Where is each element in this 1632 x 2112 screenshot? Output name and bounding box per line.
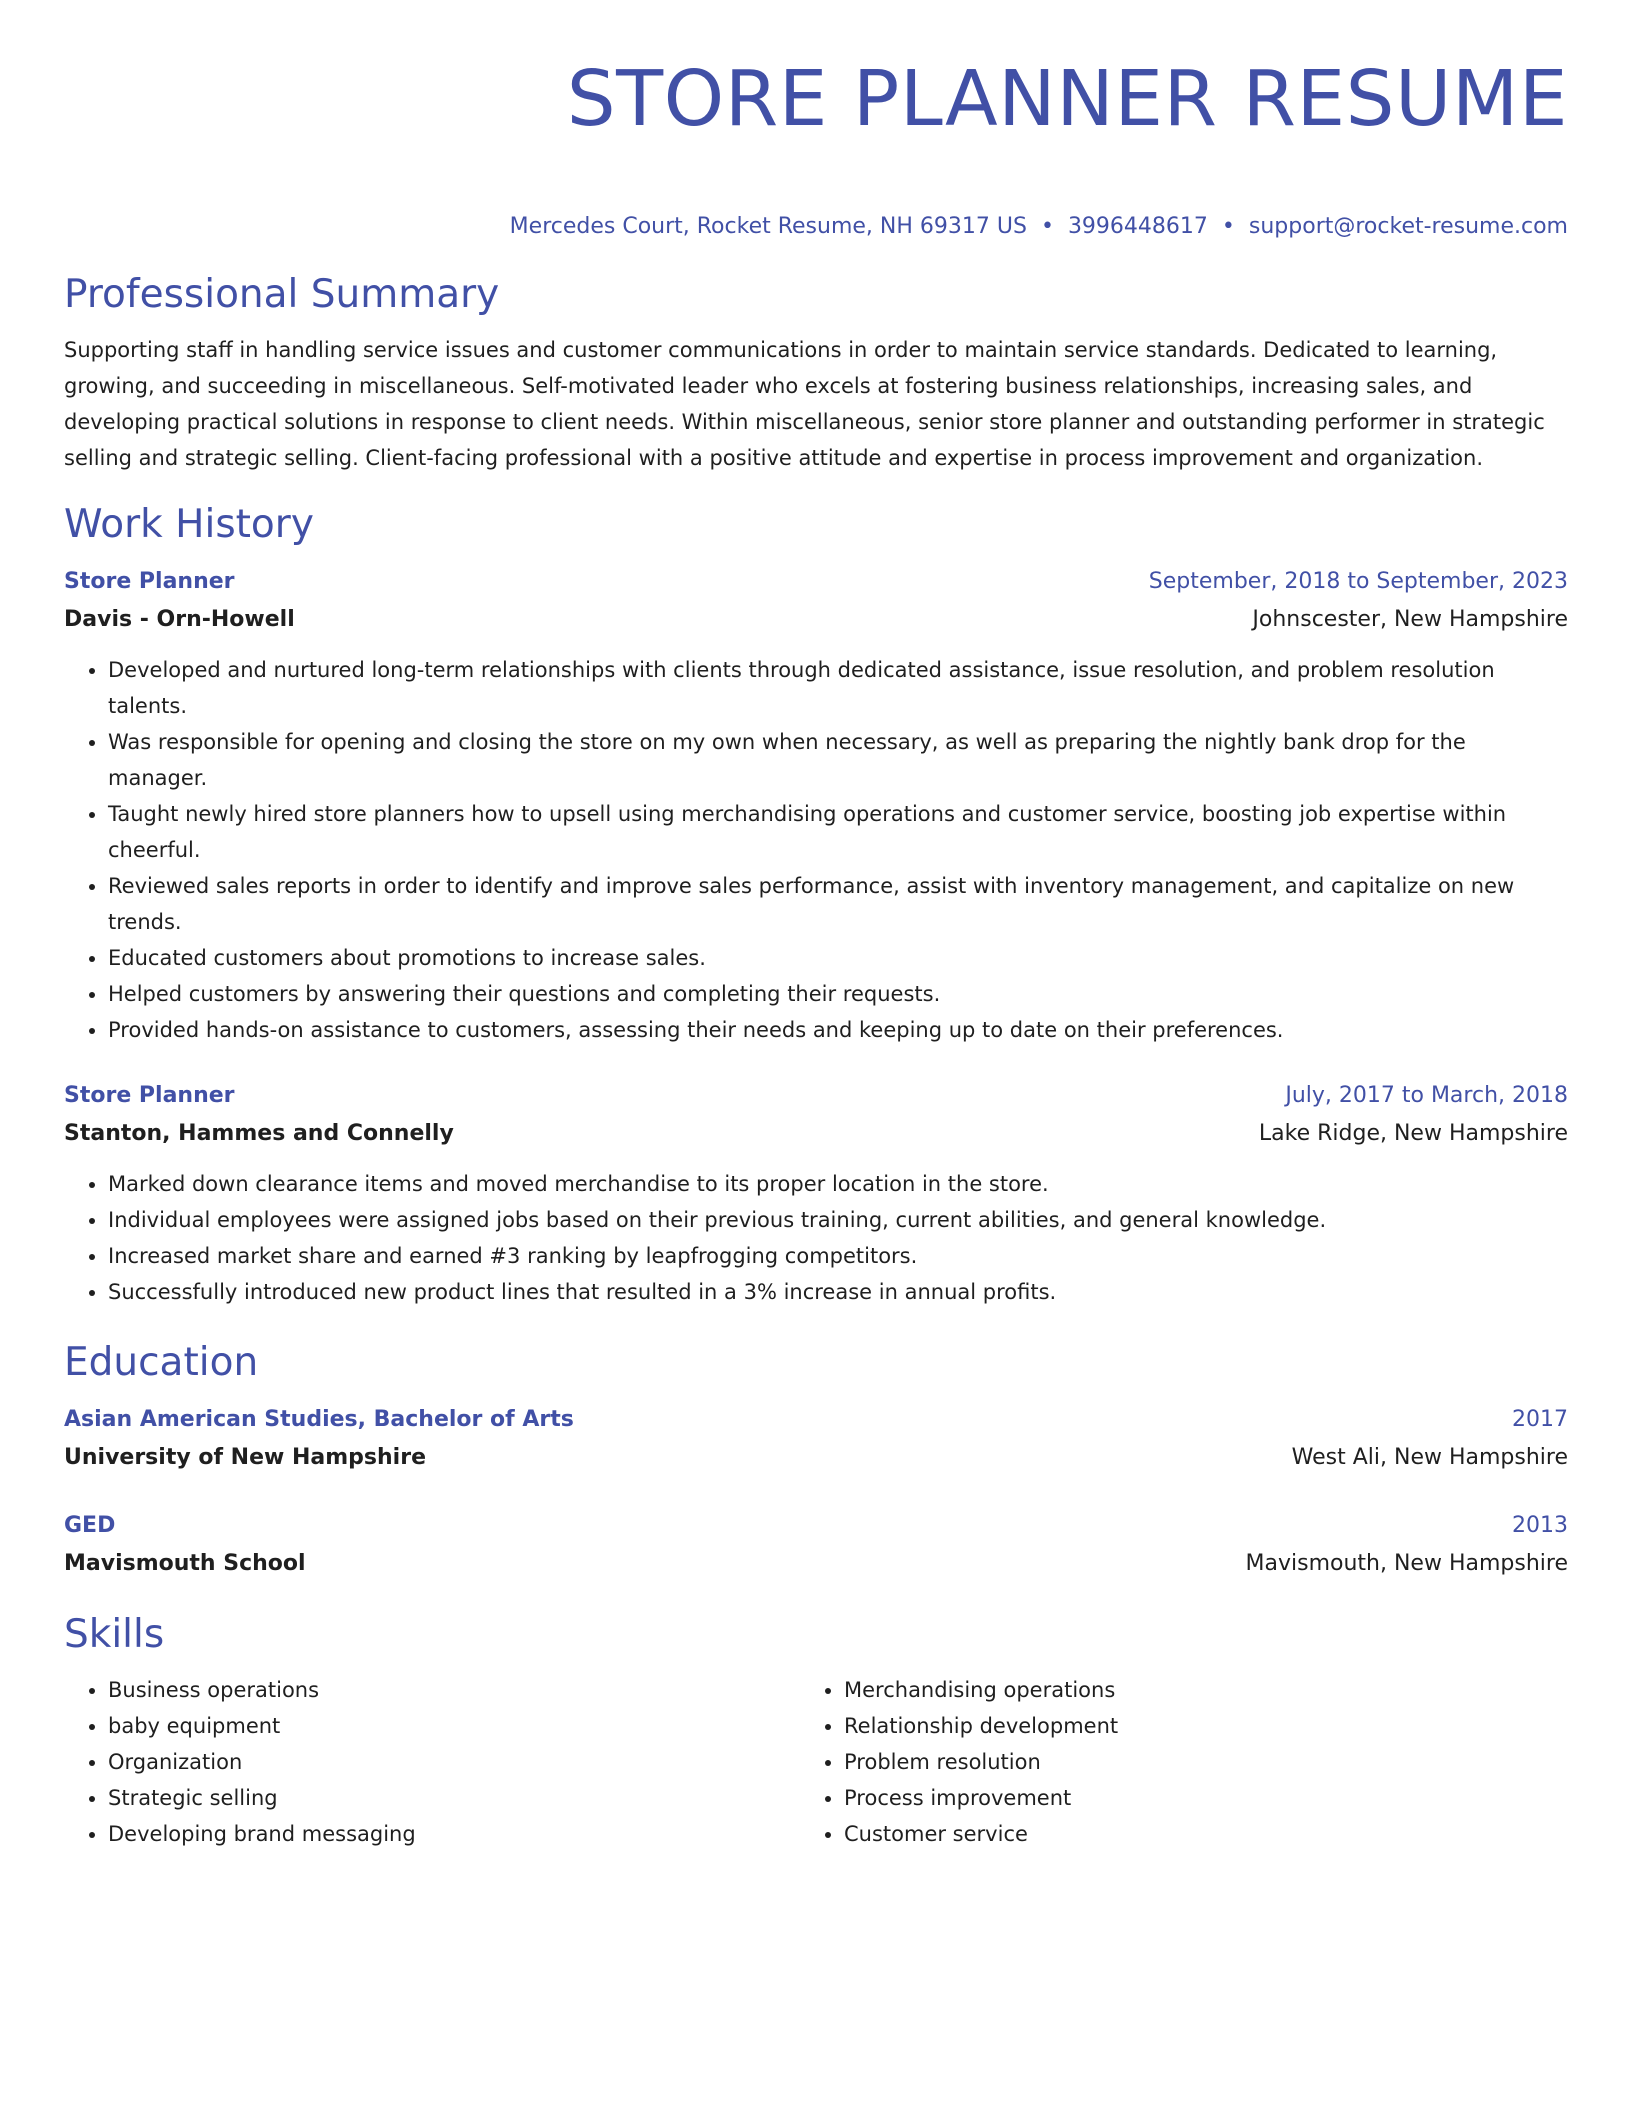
job-bullet: • Provided hands-on assistance to customers, assessing their needs and keeping up to date on their preferences. (108, 1012, 1568, 1048)
skill-item: • Customer service (844, 1816, 1536, 1852)
job-title: Store Planner (64, 1083, 235, 1108)
education-entry (64, 1402, 1568, 1478)
skills-heading: Skills (64, 1612, 165, 1657)
job-bullet: • Taught newly hired store planners how to upsell using merchandising operations and customer service, boosting job expertise within cheerful. (108, 796, 1568, 868)
job-company: Davis - Orn-Howell (64, 607, 295, 632)
job-company-row (64, 600, 1568, 640)
education-school: Mavismouth School (64, 1551, 306, 1576)
job-title-row (64, 1078, 1568, 1114)
skill-item: • Process improvement (844, 1780, 1536, 1816)
skill-item: • Relationship development (844, 1708, 1536, 1744)
education-school: University of New Hampshire (64, 1445, 426, 1470)
education-school-row (64, 1438, 1568, 1478)
resume-title: STORE PLANNER RESUME (566, 55, 1568, 144)
job-entry (64, 1078, 1568, 1310)
resume-header (64, 52, 1568, 242)
education-section (64, 1338, 1568, 1584)
skills-list-left (64, 1672, 800, 1852)
skills-column-left (64, 1672, 800, 1852)
education-school-row (64, 1544, 1568, 1584)
skill-item: • Business operations (108, 1672, 800, 1708)
work-history-heading: Work History (64, 502, 314, 547)
contact-phone: 3996448617 (1067, 214, 1208, 239)
contact-line (64, 212, 1568, 242)
contact-separator: • (1040, 214, 1054, 239)
job-bullet: • Reviewed sales reports in order to identify and improve sales performance, assist with inventory management, and capitalize on new trends. (108, 868, 1568, 940)
education-heading: Education (64, 1340, 259, 1385)
education-degree-row (64, 1402, 1568, 1438)
job-bullet-list (64, 1166, 1568, 1310)
job-bullet: • Marked down clearance items and moved merchandise to its proper location in the store. (108, 1166, 1568, 1202)
job-bullet: • Developed and nurtured long-term relationships with clients through dedicated assistance, issue resolution, and problem resolution talents. (108, 652, 1568, 724)
skill-item: • baby equipment (108, 1708, 800, 1744)
education-location: West Ali, New Hampshire (1291, 1445, 1568, 1470)
skill-item: • Merchandising operations (844, 1672, 1536, 1708)
education-degree: GED (64, 1513, 116, 1538)
contact-separator: • (1221, 214, 1235, 239)
job-dates: September, 2018 to September, 2023 (1148, 569, 1568, 594)
contact-email[interactable]: support@rocket-resume.com (1248, 214, 1568, 239)
job-title: Store Planner (64, 569, 235, 594)
work-history-section (64, 500, 1568, 1310)
job-entry (64, 564, 1568, 1048)
skills-grid (64, 1672, 1568, 1852)
education-degree-row (64, 1508, 1568, 1544)
contact-address: Mercedes Court, Rocket Resume, NH 69317 US (509, 214, 1027, 239)
job-bullet: • Increased market share and earned #3 ranking by leapfrogging competitors. (108, 1238, 1568, 1274)
job-dates: July, 2017 to March, 2018 (1285, 1083, 1568, 1108)
job-bullet-list (64, 652, 1568, 1048)
job-company-row (64, 1114, 1568, 1154)
job-location: Lake Ridge, New Hampshire (1258, 1121, 1568, 1146)
skills-section (64, 1610, 1568, 1852)
summary-text: Supporting staff in handling service issues and customer communications in order to maintain service standards. Dedicated to learning, growing, and succeeding in miscellaneous. Self-motivated leader who excels at fostering business relationships, increasing sales, and developing practical solutions in response to client needs. Within miscellaneous, senior store planner and outstanding performer in strategic selling and strategic selling. Client-facing professional with a positive attitude and expertise in process improvement and organization. (64, 338, 1545, 470)
skills-column-right (800, 1672, 1536, 1852)
education-entry (64, 1508, 1568, 1584)
skill-item: • Problem resolution (844, 1744, 1536, 1780)
skills-list-right (800, 1672, 1536, 1852)
job-bullet: • Successfully introduced new product lines that resulted in a 3% increase in annual profits. (108, 1274, 1568, 1310)
summary-section (64, 270, 1568, 476)
job-bullet: • Individual employees were assigned jobs based on their previous training, current abilities, and general knowledge. (108, 1202, 1568, 1238)
education-year: 2017 (1512, 1407, 1568, 1432)
skill-item: • Organization (108, 1744, 800, 1780)
job-title-row (64, 564, 1568, 600)
education-location: Mavismouth, New Hampshire (1245, 1551, 1568, 1576)
job-bullet: • Was responsible for opening and closing the store on my own when necessary, as well as preparing the nightly bank drop for the manager. (108, 724, 1568, 796)
summary-heading: Professional Summary (64, 272, 500, 317)
job-company: Stanton, Hammes and Connelly (64, 1121, 454, 1146)
job-location: Johnscester, New Hampshire (1252, 607, 1568, 632)
education-degree: Asian American Studies, Bachelor of Arts (64, 1407, 574, 1432)
job-bullet: • Educated customers about promotions to increase sales. (108, 940, 1568, 976)
skill-item: • Strategic selling (108, 1780, 800, 1816)
job-bullet: • Helped customers by answering their questions and completing their requests. (108, 976, 1568, 1012)
education-year: 2013 (1512, 1513, 1568, 1538)
skill-item: • Developing brand messaging (108, 1816, 800, 1852)
